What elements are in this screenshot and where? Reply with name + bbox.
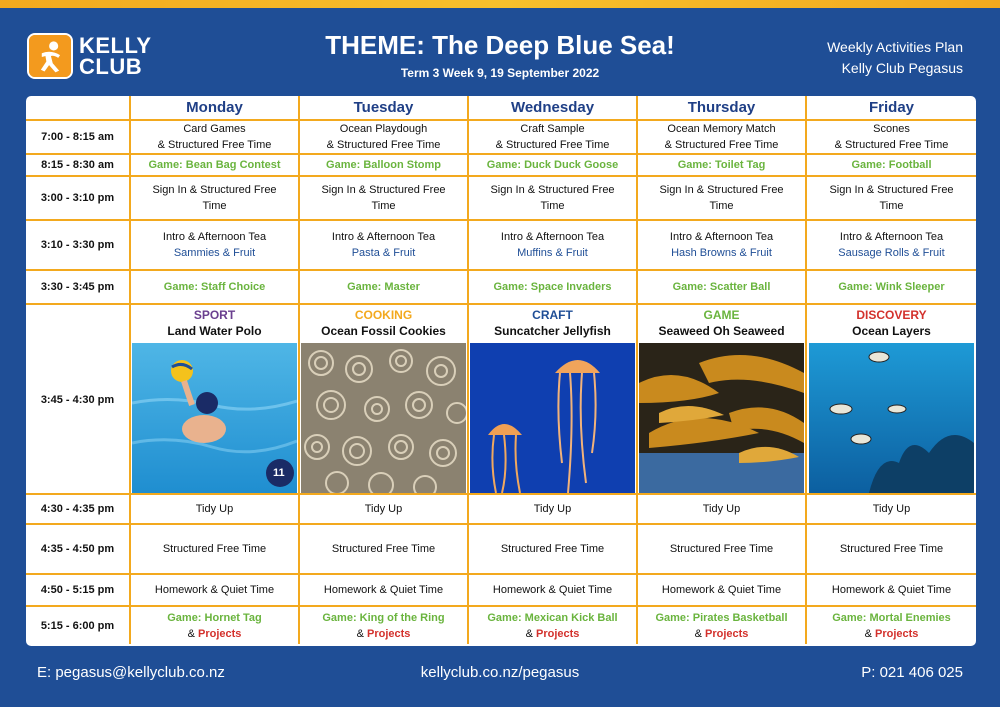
activity-line: Sign In & Structured Free	[152, 184, 277, 196]
projects-label: Projects	[874, 627, 919, 640]
featured-cell-monday	[130, 304, 299, 494]
activity-line: & Structured Free Time	[664, 139, 779, 151]
corner-cell	[26, 96, 130, 120]
food-line: Sausage Rolls & Fruit	[838, 247, 945, 259]
activity-cell: Structured Free Time	[130, 524, 299, 574]
schedule-row	[26, 120, 976, 154]
schedule-row	[26, 606, 976, 644]
amp-text: &	[356, 627, 364, 640]
game-cell: Game: Toilet Tag	[637, 154, 806, 176]
schedule-table	[26, 96, 976, 644]
game-label: Game: King of the Ring	[322, 611, 445, 624]
activity-line: Scones	[873, 123, 910, 135]
food-line: Hash Browns & Fruit	[671, 247, 772, 259]
activity-cell	[299, 176, 468, 220]
activity-cell: Tidy Up	[637, 494, 806, 524]
activity-line: Sign In & Structured Free	[490, 184, 615, 196]
game-projects-cell	[806, 606, 976, 644]
category-label: DISCOVERY	[856, 308, 927, 322]
activity-cell: Homework & Quiet Time	[637, 574, 806, 606]
activity-cell	[468, 220, 637, 270]
activity-cell	[806, 120, 976, 154]
time-slot: 8:15 - 8:30 am	[26, 154, 130, 176]
day-header-friday: Friday	[806, 96, 976, 120]
activity-line: Sign In & Structured Free	[321, 184, 446, 196]
schedule-row	[26, 220, 976, 270]
time-slot: 4:35 - 4:50 pm	[26, 524, 130, 574]
projects-label: Projects	[704, 627, 749, 640]
projects-label: Projects	[535, 627, 580, 640]
page-title: THEME: The Deep Blue Sea!	[325, 30, 675, 60]
game-cell: Game: Staff Choice	[130, 270, 299, 304]
time-slot: 7:00 - 8:15 am	[26, 120, 130, 154]
amp-text: &	[525, 627, 533, 640]
activity-cell: Structured Free Time	[299, 524, 468, 574]
fossil-photo	[301, 343, 466, 493]
game-cell: Game: Wink Sleeper	[806, 270, 976, 304]
activity-line: Intro & Afternoon Tea	[162, 231, 267, 243]
kelly-club-logo	[27, 30, 157, 82]
activity-line: Intro & Afternoon Tea	[839, 231, 944, 243]
activity-line: Time	[540, 200, 565, 212]
food-line: Sammies & Fruit	[173, 247, 256, 259]
game-label: Game: Hornet Tag	[167, 611, 262, 624]
time-slot: 4:30 - 4:35 pm	[26, 494, 130, 524]
activity-cell: Tidy Up	[130, 494, 299, 524]
activity-cell	[806, 220, 976, 270]
featured-cell-thursday	[637, 304, 806, 494]
activity-cell: Homework & Quiet Time	[806, 574, 976, 606]
game-projects-cell	[637, 606, 806, 644]
projects-label: Projects	[197, 627, 242, 640]
activity-title: Ocean Fossil Cookies	[321, 324, 446, 338]
activity-line: Sign In & Structured Free	[659, 184, 784, 196]
featured-cell-wednesday	[468, 304, 637, 494]
featured-cell-tuesday	[299, 304, 468, 494]
activity-cell	[468, 176, 637, 220]
category-label: COOKING	[354, 308, 413, 322]
activity-line: Intro & Afternoon Tea	[331, 231, 436, 243]
seaweed-photo	[639, 343, 804, 493]
time-slot: 5:15 - 6:00 pm	[26, 606, 130, 644]
activity-line: Intro & Afternoon Tea	[669, 231, 774, 243]
game-cell: Game: Duck Duck Goose	[468, 154, 637, 176]
activity-cell	[637, 220, 806, 270]
game-cell: Game: Master	[299, 270, 468, 304]
schedule-row	[26, 176, 976, 220]
activity-line: Ocean Playdough	[339, 123, 428, 135]
activity-line: Card Games	[183, 123, 246, 135]
featured-activity-row	[26, 304, 976, 494]
activity-title: Suncatcher Jellyfish	[494, 324, 611, 338]
activity-line: & Structured Free Time	[495, 139, 610, 151]
activity-cell: Tidy Up	[299, 494, 468, 524]
game-label: Game: Pirates Basketball	[655, 611, 788, 624]
activity-cell: Tidy Up	[806, 494, 976, 524]
schedule-row	[26, 270, 976, 304]
logo-figure-icon	[27, 33, 73, 79]
game-cell: Game: Scatter Ball	[637, 270, 806, 304]
time-slot: 3:45 - 4:30 pm	[26, 304, 130, 494]
activity-cell: Homework & Quiet Time	[299, 574, 468, 606]
top-accent-bar	[0, 0, 1000, 8]
footer-website[interactable]: kellyclub.co.nz/pegasus	[420, 664, 580, 681]
featured-cell-friday	[806, 304, 976, 494]
activity-cell	[468, 120, 637, 154]
food-line: Muffins & Fruit	[517, 247, 588, 259]
activity-cell	[130, 176, 299, 220]
time-slot: 4:50 - 5:15 pm	[26, 574, 130, 606]
activity-line: Time	[371, 200, 396, 212]
activity-cell: Homework & Quiet Time	[130, 574, 299, 606]
game-label: Game: Mexican Kick Ball	[487, 611, 618, 624]
activity-cell	[130, 120, 299, 154]
amp-text: &	[187, 627, 195, 640]
day-header-wednesday: Wednesday	[468, 96, 637, 120]
activity-title: Seaweed Oh Seaweed	[658, 324, 785, 338]
time-slot: 3:10 - 3:30 pm	[26, 220, 130, 270]
page-subtitle: Term 3 Week 9, 19 September 2022	[400, 66, 600, 80]
activity-cell: Structured Free Time	[806, 524, 976, 574]
category-label: SPORT	[193, 308, 236, 322]
activity-title: Ocean Layers	[852, 324, 931, 338]
game-projects-cell	[130, 606, 299, 644]
game-cell: Game: Space Invaders	[468, 270, 637, 304]
activity-cell: Tidy Up	[468, 494, 637, 524]
logo-text-line2: CLUB	[79, 54, 143, 79]
activity-cell	[299, 220, 468, 270]
reef-fish-photo	[809, 343, 974, 493]
footer	[0, 660, 1000, 690]
footer-phone[interactable]: P: 021 406 025	[861, 664, 963, 681]
activity-line: Intro & Afternoon Tea	[500, 231, 605, 243]
jellyfish-photo	[470, 343, 635, 493]
activity-cell	[299, 120, 468, 154]
day-header-monday: Monday	[130, 96, 299, 120]
activity-line: Time	[709, 200, 734, 212]
day-header-row	[26, 96, 976, 120]
category-label: CRAFT	[532, 308, 573, 322]
time-slot: 3:00 - 3:10 pm	[26, 176, 130, 220]
category-label: GAME	[703, 308, 740, 322]
game-projects-cell	[299, 606, 468, 644]
time-slot: 3:30 - 3:45 pm	[26, 270, 130, 304]
activity-cell: Structured Free Time	[637, 524, 806, 574]
activity-line: & Structured Free Time	[326, 139, 441, 151]
activity-line: Craft Sample	[520, 123, 585, 135]
food-line: Pasta & Fruit	[351, 247, 416, 259]
logo-text-line1: KELLY	[79, 33, 152, 58]
activity-cell	[806, 176, 976, 220]
activity-cell: Homework & Quiet Time	[468, 574, 637, 606]
activity-cell: Structured Free Time	[468, 524, 637, 574]
schedule-row	[26, 574, 976, 606]
activity-cell	[637, 176, 806, 220]
amp-text: &	[694, 627, 702, 640]
activity-line: Ocean Memory Match	[667, 123, 776, 135]
plan-line-2: Kelly Club Pegasus	[841, 60, 963, 76]
game-cell: Game: Balloon Stomp	[299, 154, 468, 176]
activity-line: Sign In & Structured Free	[829, 184, 954, 196]
day-header-tuesday: Tuesday	[299, 96, 468, 120]
activity-line: & Structured Free Time	[834, 139, 949, 151]
amp-text: &	[864, 627, 872, 640]
schedule-sheet	[26, 96, 976, 646]
day-header-thursday: Thursday	[637, 96, 806, 120]
schedule-row	[26, 524, 976, 574]
footer-email[interactable]: E: pegasus@kellyclub.co.nz	[37, 664, 225, 681]
plan-info	[827, 37, 963, 79]
schedule-row	[26, 494, 976, 524]
header	[0, 8, 1000, 94]
activity-cell	[130, 220, 299, 270]
activity-line: Time	[202, 200, 227, 212]
game-cell: Game: Bean Bag Contest	[130, 154, 299, 176]
projects-label: Projects	[366, 627, 411, 640]
water-polo-photo	[132, 343, 297, 493]
plan-line-1: Weekly Activities Plan	[827, 39, 963, 55]
game-projects-cell	[468, 606, 637, 644]
activity-title: Land Water Polo	[167, 324, 262, 338]
activity-cell	[637, 120, 806, 154]
activity-line: & Structured Free Time	[157, 139, 272, 151]
schedule-row	[26, 154, 976, 176]
activity-line: Time	[879, 200, 904, 212]
game-cell: Game: Football	[806, 154, 976, 176]
svg-text:11: 11	[273, 467, 285, 479]
game-label: Game: Mortal Enemies	[832, 611, 951, 624]
